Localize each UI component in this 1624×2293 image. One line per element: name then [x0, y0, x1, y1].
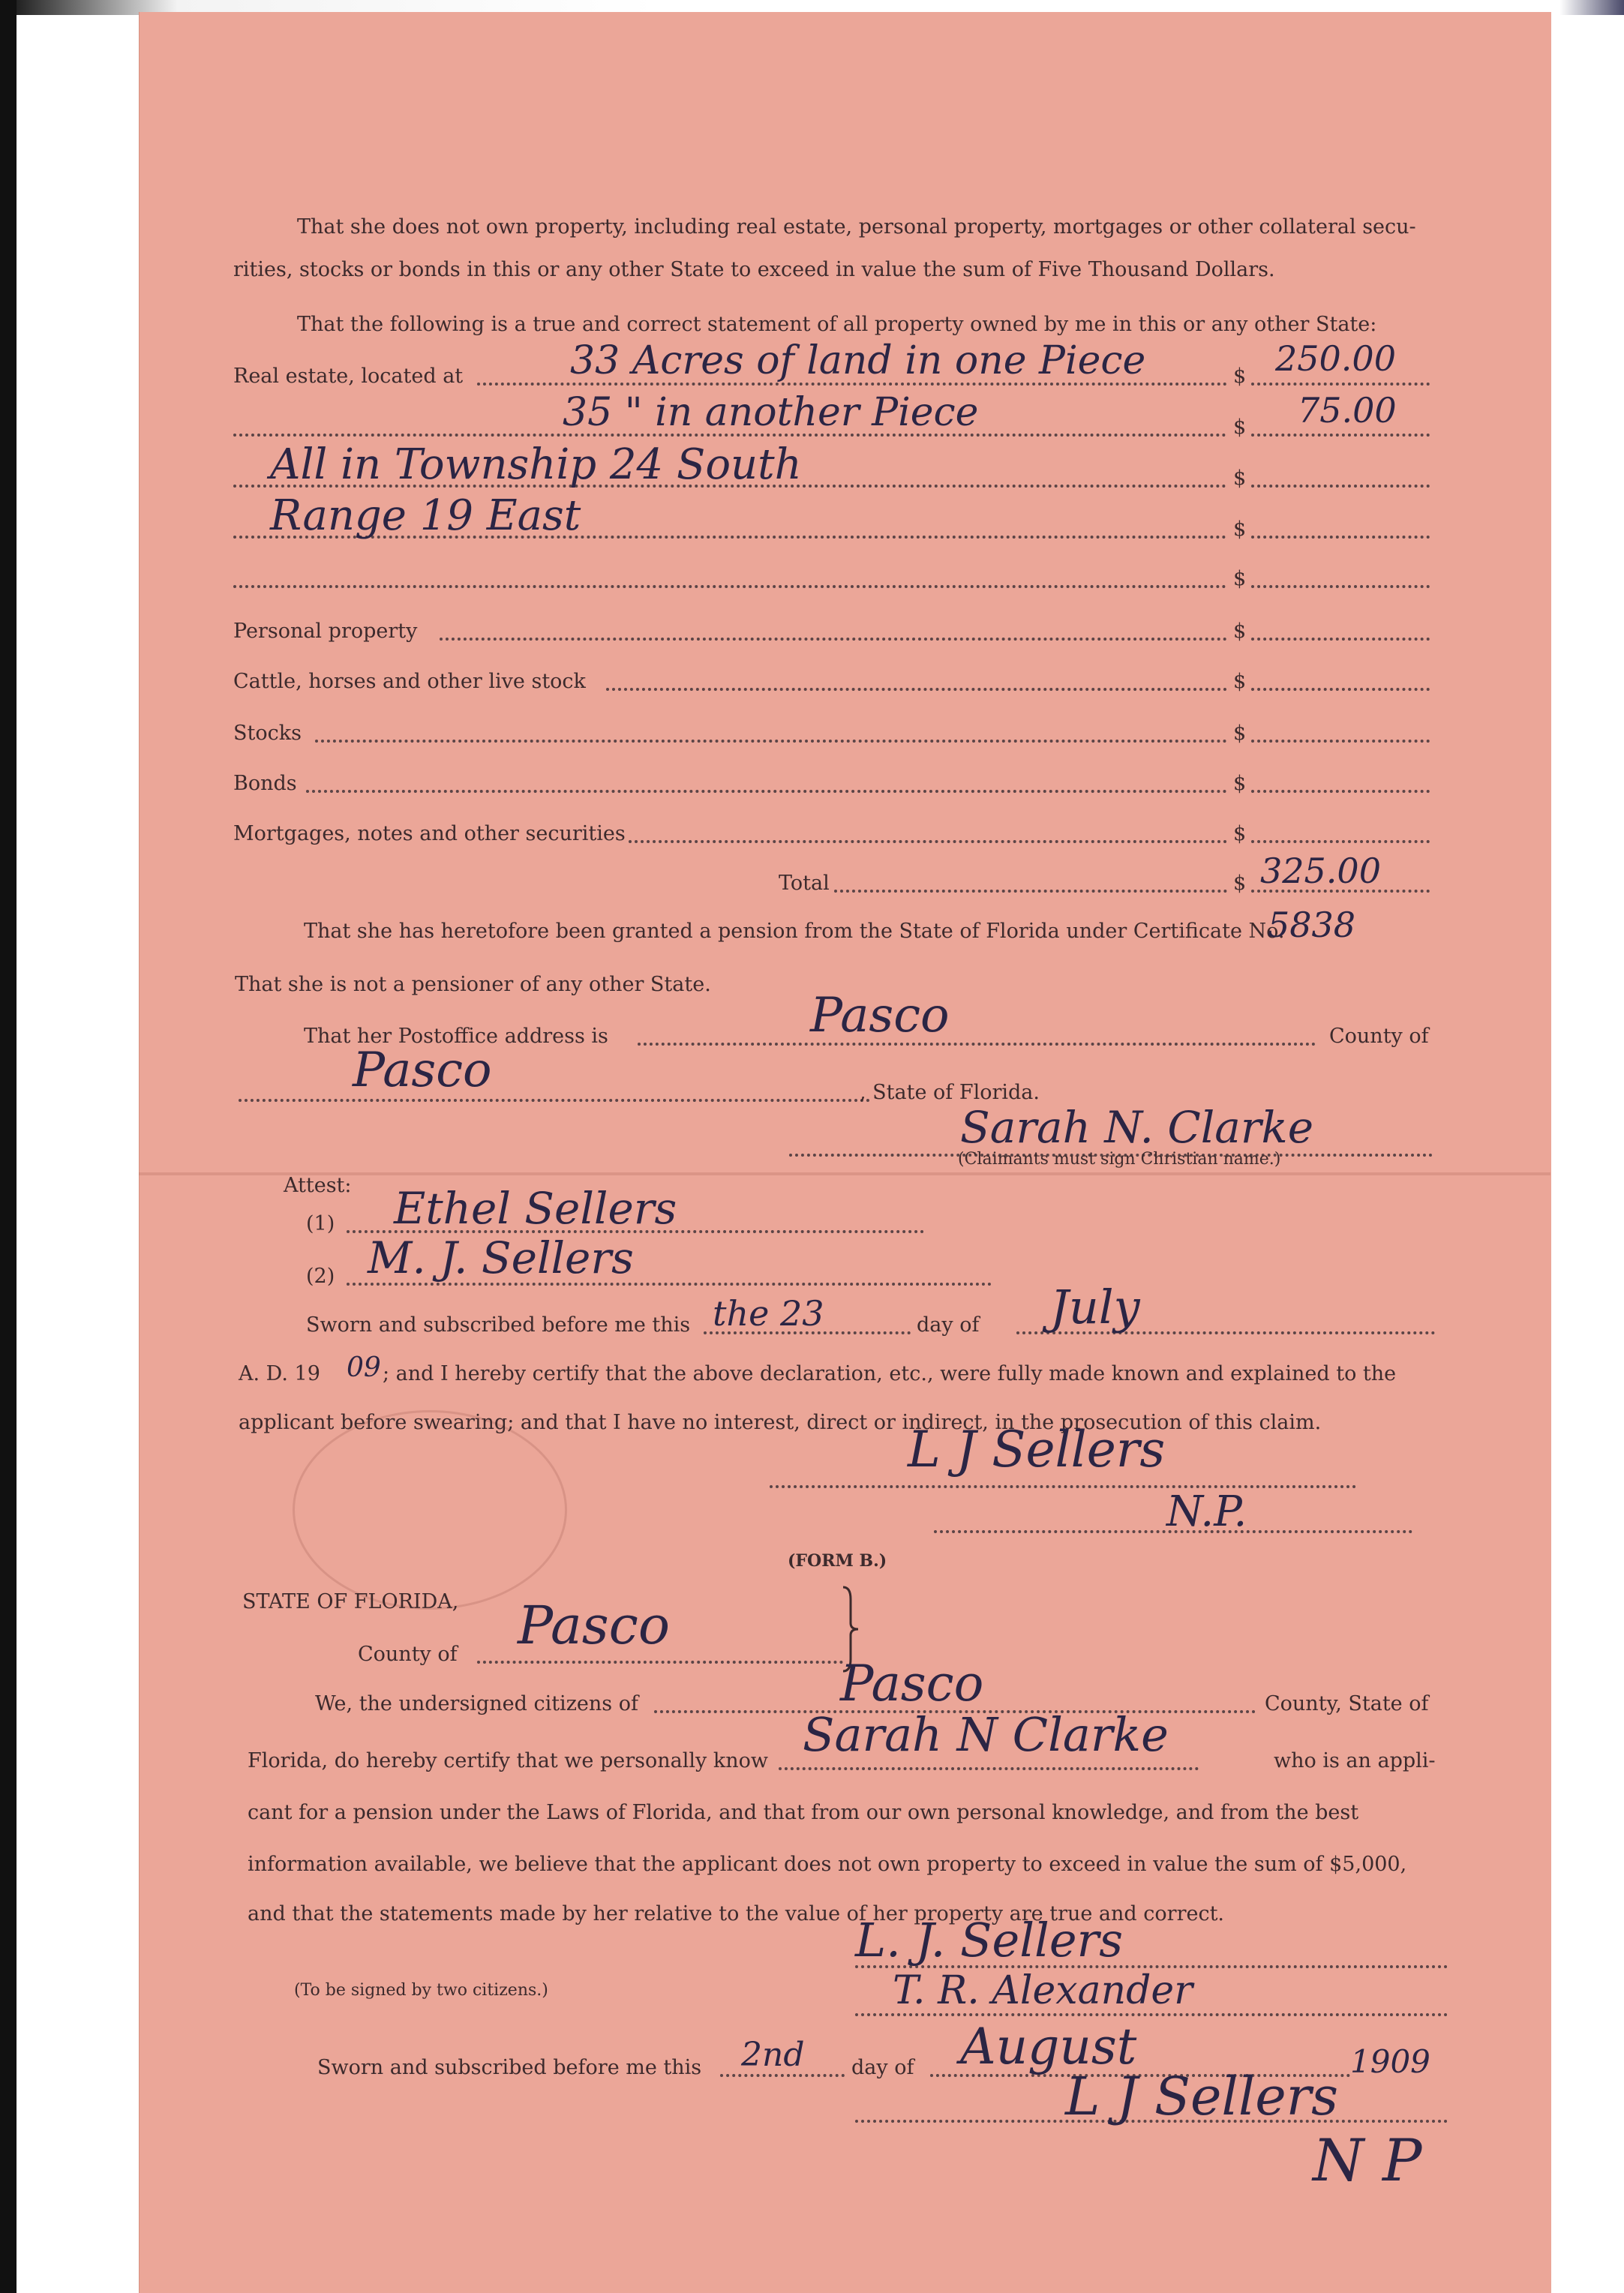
notary-signature-1: L J Sellers [908, 1421, 1166, 1478]
form-b-day: 2nd [741, 2036, 805, 2074]
dotted-leader [638, 1043, 1316, 1046]
real-estate-desc-2: 35 " in another Piece [563, 390, 979, 435]
total-value: 325.00 [1260, 851, 1381, 891]
claimant-note: (Claimants must sign Christian name.) [958, 1150, 1281, 1169]
certificate-number: 5838 [1268, 905, 1356, 945]
dotted-leader [1251, 434, 1430, 437]
dotted-leader [440, 638, 1227, 641]
notary-seal-impression [293, 1410, 567, 1610]
attest-ad-prefix: A. D. 19 [239, 1362, 320, 1385]
county-name: Pasco [353, 1043, 492, 1098]
personal-property-label: Personal property [233, 620, 418, 643]
attest-sworn-text: Sworn and subscribed before me this [306, 1313, 691, 1337]
dotted-leader [779, 1767, 1199, 1770]
dotted-leader [1251, 485, 1430, 488]
form-b-day-of-label: day of [851, 2056, 914, 2079]
currency-symbol: $ [1233, 772, 1247, 795]
dotted-leader [477, 1661, 843, 1664]
applicant-name: Sarah N Clarke [803, 1707, 1169, 1762]
postoffice-label: That her Postoffice address is [304, 1025, 608, 1048]
dotted-leader [606, 688, 1227, 691]
intro-line-3: That the following is a true and correct statement of all property owned by me in this or any other State: [297, 313, 1377, 336]
bonds-label: Bonds [233, 772, 297, 795]
form-b-heading: (FORM B.) [788, 1551, 887, 1571]
real-estate-desc-1: 33 Acres of land in one Piece [570, 338, 1146, 383]
mortgages-label: Mortgages, notes and other securities [233, 822, 626, 845]
form-b-sworn-text: Sworn and subscribed before me this [317, 2056, 702, 2079]
currency-symbol: $ [1233, 567, 1247, 590]
dotted-leader [834, 890, 1227, 893]
currency-symbol: $ [1233, 872, 1247, 895]
currency-symbol: $ [1233, 467, 1247, 490]
currency-symbol: $ [1233, 822, 1247, 845]
witness-1-number: (1) [306, 1212, 335, 1235]
county-of-label: County of [1329, 1025, 1429, 1048]
citizens-county: Pasco [840, 1655, 984, 1712]
notary-signature-2: L J Sellers [1065, 2066, 1339, 2127]
currency-symbol: $ [1233, 365, 1247, 388]
total-label: Total [779, 872, 830, 895]
state-of-florida-heading: STATE OF FLORIDA, [242, 1590, 459, 1613]
witness-2-number: (2) [306, 1265, 335, 1288]
dotted-leader [1251, 536, 1430, 539]
dotted-leader [1251, 585, 1430, 588]
state-of-florida-text: , State of Florida. [860, 1081, 1040, 1104]
dotted-leader [239, 1099, 870, 1102]
citizen-2-signature-line [855, 2013, 1448, 2016]
real-estate-desc-3: All in Township 24 South [270, 440, 802, 489]
pension-granted-text: That she has heretofore been granted a pension from the State of Florida under Certificate No. [304, 920, 1285, 943]
two-citizens-note: (To be signed by two citizens.) [294, 1981, 548, 2000]
attest-day-of-label: day of [917, 1313, 980, 1337]
form-b-county: Pasco [518, 1595, 670, 1656]
attest-day: the 23 [713, 1293, 824, 1334]
stocks-label: Stocks [233, 722, 302, 745]
attest-line-2: applicant before swearing; and that I have no interest, direct or indirect, in the prosecution of this claim. [239, 1411, 1322, 1434]
witness-1-signature: Ethel Sellers [394, 1183, 677, 1234]
currency-symbol: $ [1233, 518, 1247, 541]
currency-symbol: $ [1233, 670, 1247, 693]
currency-symbol: $ [1233, 620, 1247, 643]
dotted-leader [1251, 790, 1430, 793]
claimant-signature: Sarah N. Clarke [960, 1102, 1314, 1153]
attest-year: 09 [347, 1352, 381, 1383]
currency-symbol: $ [1233, 416, 1247, 439]
dotted-leader [720, 2074, 845, 2077]
form-b-line-3: cant for a pension under the Laws of Florida, and that from our own personal knowledge, and from the best [248, 1801, 1359, 1824]
signature-line [770, 1485, 1356, 1488]
citizen-1-signature: L. J. Sellers [855, 1913, 1124, 1967]
form-b-line-5: and that the statements made by her relative to the value of her property are true and correct. [248, 1902, 1225, 1925]
form-b-month: August [960, 2018, 1137, 2075]
dotted-leader [1251, 740, 1430, 743]
attest-label: Attest: [284, 1174, 352, 1197]
real-estate-amount-1: 250.00 [1275, 338, 1396, 379]
county-state-of-text: County, State of [1265, 1692, 1429, 1715]
scan-border-left [0, 0, 17, 2293]
dotted-leader [629, 840, 1227, 843]
real-estate-label: Real estate, located at [233, 365, 464, 388]
real-estate-amount-2: 75.00 [1298, 390, 1397, 431]
intro-line-1: That she does not own property, including real estate, personal property, mortgages or other collateral secu- [297, 215, 1416, 239]
not-pensioner-text: That she is not a pensioner of any other State. [235, 973, 711, 996]
citizen-2-signature: T. R. Alexander [893, 1968, 1193, 2013]
livestock-label: Cattle, horses and other live stock [233, 670, 586, 693]
notary-title-1: N.P. [1166, 1487, 1247, 1536]
postoffice-address: Pasco [810, 988, 950, 1043]
dotted-leader [315, 740, 1227, 743]
attest-certify-text: ; and I hereby certify that the above declaration, etc., were fully made known and explained to the [383, 1362, 1397, 1385]
dotted-leader [1251, 688, 1430, 691]
dotted-leader [1251, 638, 1430, 641]
form-b-appli-text: who is an appli- [1274, 1749, 1436, 1772]
form-b-florida-text: Florida, do hereby certify that we personally know [248, 1749, 768, 1772]
form-b-county-label: County of [358, 1643, 458, 1666]
witness-2-signature: M. J. Sellers [368, 1232, 634, 1283]
dotted-leader [1251, 840, 1430, 843]
form-b-line-4: information available, we believe that the applicant does not own property to exceed in value the sum of $5,000, [248, 1853, 1407, 1876]
form-b-year: 1909 [1350, 2043, 1430, 2080]
form-b-we-text: We, the undersigned citizens of [315, 1692, 638, 1715]
dotted-leader [306, 790, 1227, 793]
intro-line-2: rities, stocks or bonds in this or any other State to exceed in value the sum of Five Thousand Dollars. [233, 258, 1275, 281]
attest-month: July [1050, 1280, 1140, 1334]
notary-title-2: N P [1313, 2127, 1422, 2195]
dotted-leader [1251, 383, 1430, 386]
currency-symbol: $ [1233, 722, 1247, 745]
dotted-leader [233, 585, 1226, 588]
real-estate-desc-4: Range 19 East [270, 491, 581, 540]
